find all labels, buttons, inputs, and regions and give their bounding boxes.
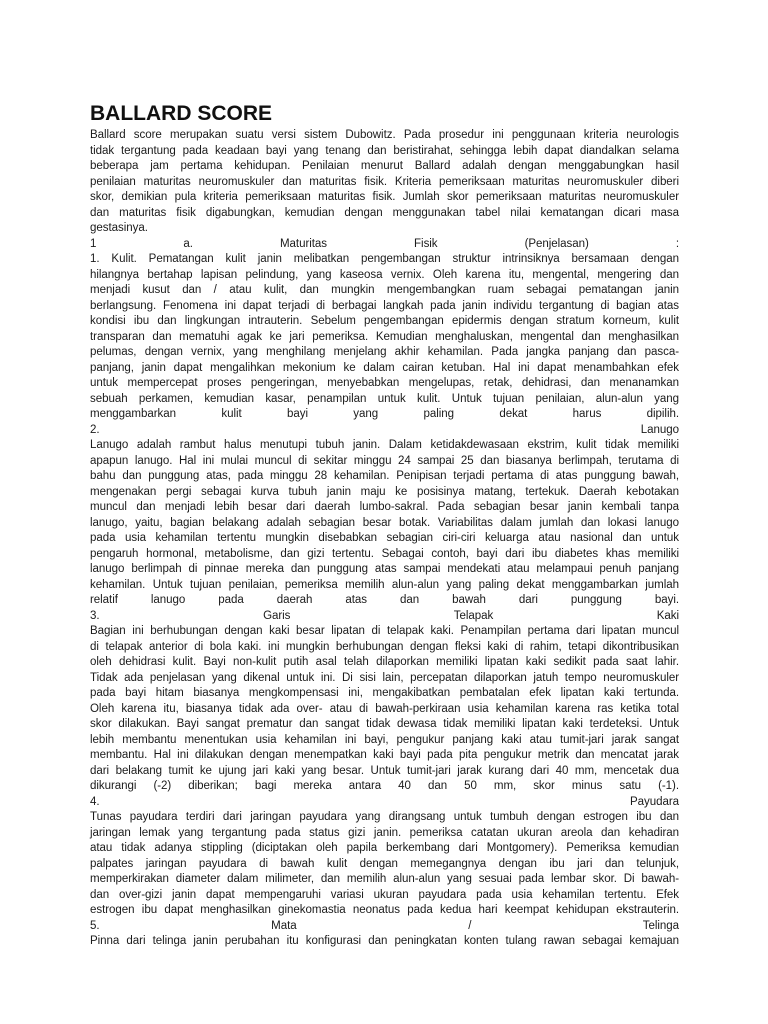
body-line: beberapa jam pertama kehidupan. Penilaian menurut Ballard adalah dengan menggabungkan hasil [90, 160, 679, 172]
body-line: Tidak ada penjelasan yang dikenal untuk ini. Di sisi lain, percepatan dilaporkan jatuh tempo neuromuskuler [90, 671, 679, 684]
body-line: pada bayi hitam biasanya mengkompensasi ini, mengakibatkan pembatalan efek lipatan kaki tertunda. [90, 687, 679, 699]
body-line: muncul dan menjadi lebih besar dari daerah lumbo-sakral. Pada sebagian besar janin kembali tanpa [90, 501, 679, 513]
body-line: 1. Kulit. Pematangan kulit janin melibatkan pengembangan struktur intrinsiknya bersamaan dengan [90, 253, 679, 265]
body-line: penilaian maturitas neuromuskuler dan maturitas fisik. Kriteria pemeriksaan maturitas neuromuskuler diberi [90, 175, 679, 188]
body-line: Pinna dari telinga janin perubahan itu konfigurasi dan peningkatan konten tulang rawan sebagai kemajuan [90, 935, 679, 947]
body-line: Oleh karena itu, biasanya tidak ada over- atau di bawah-perkiraan usia kehamilan karena ras ketika total [90, 702, 679, 715]
body-line: hilangnya bertahap lapisan pelindung, yang kaseosa vernix. Oleh karena itu, mengental, mengering dan [90, 268, 679, 281]
body-line: Tunas payudara terdiri dari jaringan payudara yang dirangsang untuk tumbuh dengan estrogen ibu dan [90, 811, 679, 823]
body-line: dan over-gizi janin dapat mempengaruhi variasi ukuran payudara pada usia kehamilan tertentu. Efek [90, 888, 679, 901]
document-title: BALLARD SCORE [90, 102, 272, 125]
body-line: bahu dan punggung atas, pada minggu 28 kehamilan. Penipisan terjadi pertama di atas punggung bawah, [90, 470, 679, 482]
body-line: kondisi ibu dan lingkungan intrauterin. Sebelum pengembangan epidermis dengan stratum korneum, kulit [90, 315, 679, 327]
body-line: gestasinya. [90, 222, 148, 234]
body-line: dan maturitas fisik digabungkan, kemudian dengan menggunakan tabel nilai kematangan dicari masa [90, 206, 679, 219]
body-line: Ballard score merupakan suatu versi sistem Dubowitz. Pada prosedur ini penggunaan kriteria neurologis [90, 129, 679, 141]
body-line: menggambarkan kulit bayi yang paling dekat harus dipilih. [90, 408, 679, 420]
body-line: pelumas, dengan vernix, yang menghilang menjelang akhir kehamilan. Pada jangka panjang dan pasca- [90, 346, 679, 358]
body-line: pengaruh hormonal, metabolisme, dan gizi tertentu. Sebagai contoh, bayi dari ibu diabetes khas memiliki [90, 547, 679, 560]
body-line: apapun lanugo. Hal ini mulai muncul di sekitar minggu 24 sampai 25 dan biasanya berlimpah, terutama di [90, 454, 679, 467]
document-body [90, 128, 679, 950]
body-line: 5. Mata / Telinga [90, 919, 679, 932]
document-page [90, 102, 679, 950]
body-line: kehamilan. Untuk tujuan penilaian, pemeriksa memilih alun-alun yang paling dekat menggambarkan jumlah [90, 578, 679, 591]
body-line: untuk mempercepat proses pengeringan, menyebabkan mengelupas, retak, dehidrasi, dan menanamkan [90, 377, 679, 389]
body-line: memperkirakan diameter dalam milimeter, dan memilih alun-alun yang sesuai pada lembar skor. Di bawah- [90, 873, 679, 885]
body-line: skor, demikian pula kriteria pemeriksaan maturitas fisik. Jumlah skor pemeriksaan maturitas neuromuskuler [90, 191, 679, 203]
body-line: pada usia kehamilan tertentu mungkin disebabkan sebagian ciri-ciri keluarga atau nasional dan untuk [90, 532, 679, 544]
body-line: berlangsung. Fenomena ini dapat terjadi di berbagai langkah pada janin individu tergantung di bagian atas [90, 299, 679, 312]
body-line: Bagian ini berhubungan dengan kaki besar lipatan di telapak kaki. Penampilan pertama dari lipatan muncul [90, 625, 679, 637]
body-line: oleh dehidrasi kulit. Bayi non-kulit putih asal telah dilaporkan memiliki lipatan kaki sedikit pada saat lahir. [90, 656, 679, 668]
body-line: lebih membantu menentukan usia kehamilan ini bayi, pengukur panjang kaki atau tumit-jari jarak sangat [90, 733, 679, 746]
body-line: lanugo berlimpah di pinnae mereka dan punggung atas sampai mendekati atau melampaui penuh panjang [90, 563, 679, 575]
body-line: palpates jaringan payudara di bawah kulit dengan memegangnya dengan ibu jari dan telunjuk, [90, 857, 679, 870]
body-line: relatif lanugo pada daerah atas dan bawah dari punggung bayi. [90, 594, 679, 606]
body-line: tidak tergantung pada keadaan bayi yang tenang dan beristirahat, sehingga lebih dapat diandalkan selama [90, 144, 679, 157]
body-line: 3. Garis Telapak Kaki [90, 609, 679, 622]
body-line: transparan dan mematuhi agak ke jari pemeriksa. Kemudian menghaluskan, mengental dan menghasilkan [90, 330, 679, 343]
body-line: membantu. Hal ini dilakukan dengan menempatkan kaki bayi pada pita pengukur metrik dan mencatat jarak [90, 749, 679, 761]
body-line: lanugo, yaitu, bagian belakang adalah sebagian besar botak. Variabilitas dalam jumlah dan lokasi lanugo [90, 516, 679, 529]
body-line: sebuah perkamen, kemudian kasar, penampilan untuk kulit. Untuk tujuan penilaian, alun-alun yang [90, 392, 679, 405]
body-line: panjang, janin dapat mengalihkan mekonium ke dalam cairan ketuban. Hal ini dapat menambahkan efek [90, 361, 679, 374]
body-line: atau tidak adanya stippling (diciptakan oleh papila berkembang dari Montgomery). Pemeriksa kemudian [90, 842, 679, 854]
body-line: menjadi kusut dan / atau kulit, dan mungkin mengembangkan ruam sebagai pematangan janin [90, 284, 679, 296]
body-line: dari belakang tumit ke ujung jari kaki yang besar. Untuk tumit-jari jarak kurang dari 40 mm, mencetak dua [90, 764, 679, 777]
body-line: estrogen ibu dapat menghasilkan ginekomastia neonatus pada kedua hari keempat kehidupan ekstrauterin. [90, 904, 679, 916]
body-line: jaringan lemak yang tergantung pada status gizi janin. pemeriksa catatan ukuran areola dan kehadiran [90, 826, 679, 839]
body-line: 2. Lanugo [90, 423, 679, 436]
body-line: 4. Payudara [90, 795, 679, 808]
body-line: Lanugo adalah rambut halus menutupi tubuh janin. Dalam ketidakdewasaan ekstrim, kulit tidak memiliki [90, 439, 679, 451]
body-line: skor dilakukan. Bayi sangat prematur dan sangat tidak dewasa tidak memiliki lipatan kaki terdeteksi. Untuk [90, 718, 679, 730]
body-line: di telapak anterior di bola kaki. ini mungkin berhubungan dengan fleksi kaki di rahim, tetapi dikontribusikan [90, 640, 679, 653]
body-line: 1 a. Maturitas Fisik (Penjelasan) : [90, 237, 679, 250]
body-line: mengenakan pergi sebagai kurva tubuh janin maju ke posisinya matang, tertekuk. Daerah kebotakan [90, 485, 679, 498]
body-line: dikurangi (-2) diberikan; bagi mereka antara 40 dan 50 mm, skor minus satu (-1). [90, 780, 679, 792]
